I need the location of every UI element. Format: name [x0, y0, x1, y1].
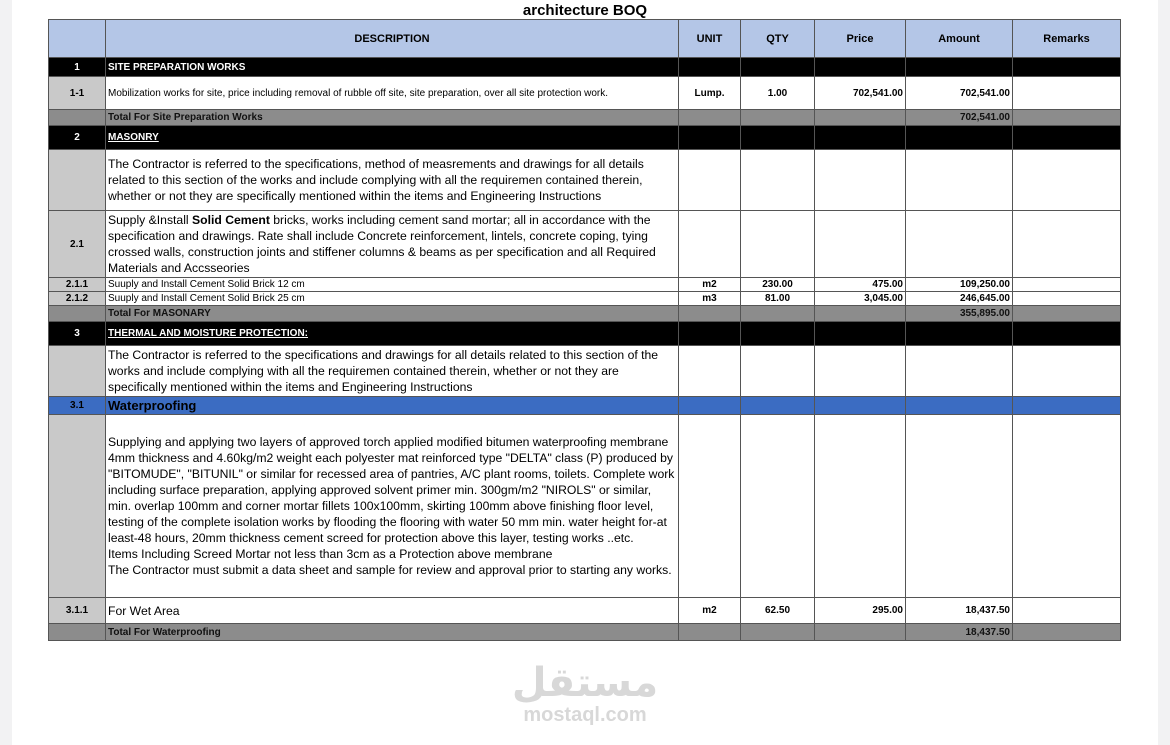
section-row: [49, 322, 1121, 346]
table-row: [49, 292, 1121, 306]
item-description: Suuply and Install Cement Solid Brick 25 cm: [106, 292, 679, 306]
table-row: [49, 346, 1121, 397]
item-unit: Lump.: [679, 77, 741, 110]
item-qty: 81.00: [741, 292, 815, 306]
section-row: [49, 126, 1121, 150]
item-amount: 702,541.00: [906, 77, 1013, 110]
document-title: architecture BOQ: [522, 2, 648, 19]
subsection-number: 3.1: [49, 397, 106, 415]
table-row: [49, 415, 1121, 598]
item-price: 295.00: [815, 598, 906, 624]
item-number: 2.1.1: [49, 278, 106, 292]
total-row: [49, 110, 1121, 126]
item-price: 3,045.00: [815, 292, 906, 306]
subsection-row: [49, 397, 1121, 415]
watermark-arabic: مستقل: [511, 660, 659, 706]
total-row: [49, 624, 1121, 641]
item-description: Suuply and Install Cement Solid Brick 12 cm: [106, 278, 679, 292]
section-title: MASONRY: [106, 126, 679, 150]
section-title: THERMAL AND MOISTURE PROTECTION:: [106, 322, 679, 346]
section-title: SITE PREPARATION WORKS: [106, 58, 679, 77]
subsection-title: Waterproofing: [106, 397, 679, 415]
section-intro: The Contractor is referred to the specifications, method of measrements and drawings for all details related to this section of the works and include complying with all the requiremen contained therein, whether or not they are specifically mentioned within the items and Engineering Instructions: [106, 150, 679, 211]
header-row: [49, 20, 1121, 58]
boq-table: [48, 19, 1121, 641]
total-label: Total For MASONARY: [106, 306, 679, 322]
table-row: [49, 211, 1121, 278]
header-remarks: Remarks: [1013, 20, 1121, 58]
item-qty: 1.00: [741, 77, 815, 110]
table-row: [49, 598, 1121, 624]
header-no: [49, 20, 106, 58]
item-amount: 246,645.00: [906, 292, 1013, 306]
item-description: Supply &Install Solid Cement bricks, works including cement sand mortar; all in accordance with the specification and drawings. Rate shall include Concrete reinforcement, lintels, concrete coping, tying crossed walls, construction joints and stiffener columns & beams as per specification and all Required Materials and Accsseories: [106, 211, 679, 278]
item-description: Mobilization works for site, price including removal of rubble off site, site preparation, over all site protection work.: [106, 77, 679, 110]
total-amount: 18,437.50: [906, 624, 1013, 641]
item-amount: 18,437.50: [906, 598, 1013, 624]
item-amount: 109,250.00: [906, 278, 1013, 292]
item-number: 3.1.1: [49, 598, 106, 624]
header-qty: QTY: [741, 20, 815, 58]
item-unit: m2: [679, 598, 741, 624]
item-qty: 62.50: [741, 598, 815, 624]
item-remarks: [1013, 77, 1121, 110]
item-number: 2.1: [49, 211, 106, 278]
header-description: DESCRIPTION: [106, 20, 679, 58]
header-amount: Amount: [906, 20, 1013, 58]
section-row: [49, 58, 1121, 77]
total-amount: 702,541.00: [906, 110, 1013, 126]
item-number: 1-1: [49, 77, 106, 110]
item-unit: m2: [679, 278, 741, 292]
total-amount: 355,895.00: [906, 306, 1013, 322]
section-intro: The Contractor is referred to the specifications and drawings for all details related to this section of the works and include complying with all the requiremen contained therein, whether or not they are specifically mentioned within the items and Engineering Instructions: [106, 346, 679, 397]
total-label: Total For Site Preparation Works: [106, 110, 679, 126]
item-price: 702,541.00: [815, 77, 906, 110]
item-number: 2.1.2: [49, 292, 106, 306]
section-number: 1: [49, 58, 106, 77]
total-label: Total For Waterproofing: [106, 624, 679, 641]
watermark-latin: mostaql.com: [523, 704, 647, 726]
table-row: [49, 278, 1121, 292]
table-row: [49, 150, 1121, 211]
section-number: 2: [49, 126, 106, 150]
watermark: [500, 662, 670, 726]
table-row: [49, 77, 1121, 110]
header-price: Price: [815, 20, 906, 58]
item-unit: m3: [679, 292, 741, 306]
item-description: For Wet Area: [106, 598, 679, 624]
item-price: 475.00: [815, 278, 906, 292]
section-number: 3: [49, 322, 106, 346]
item-qty: 230.00: [741, 278, 815, 292]
specification-text: Supplying and applying two layers of approved torch applied modified bitumen waterproofing membrane 4mm thickness and 4.60kg/m2 weight each polyester mat reinforced type "DELTA" class (P) produced by "BITOMUDE", "BITUNIL" or similar for recessed area of pantries, A/C plant rooms, toilets. Complete work including surface preparation, applying approved solvent primer min. 300gm/m2 "NIROLS" or similar, min. overlap 100mm and corner mortar fillets 100x100mm, skirting 100mm above finishing floor level, testing of the complete isolation works by flooding the flooring with water 50 mm min. water height for-at least-48 hours, 20mm thickness cement screed for protection above this layer, testing works ..etc. Items Including Screed Mortar not less than 3cm as a Protection above membrane The Contractor must submit a data sheet and sample for review and approval prior to starting any works.: [106, 415, 679, 598]
total-row: [49, 306, 1121, 322]
header-unit: UNIT: [679, 20, 741, 58]
